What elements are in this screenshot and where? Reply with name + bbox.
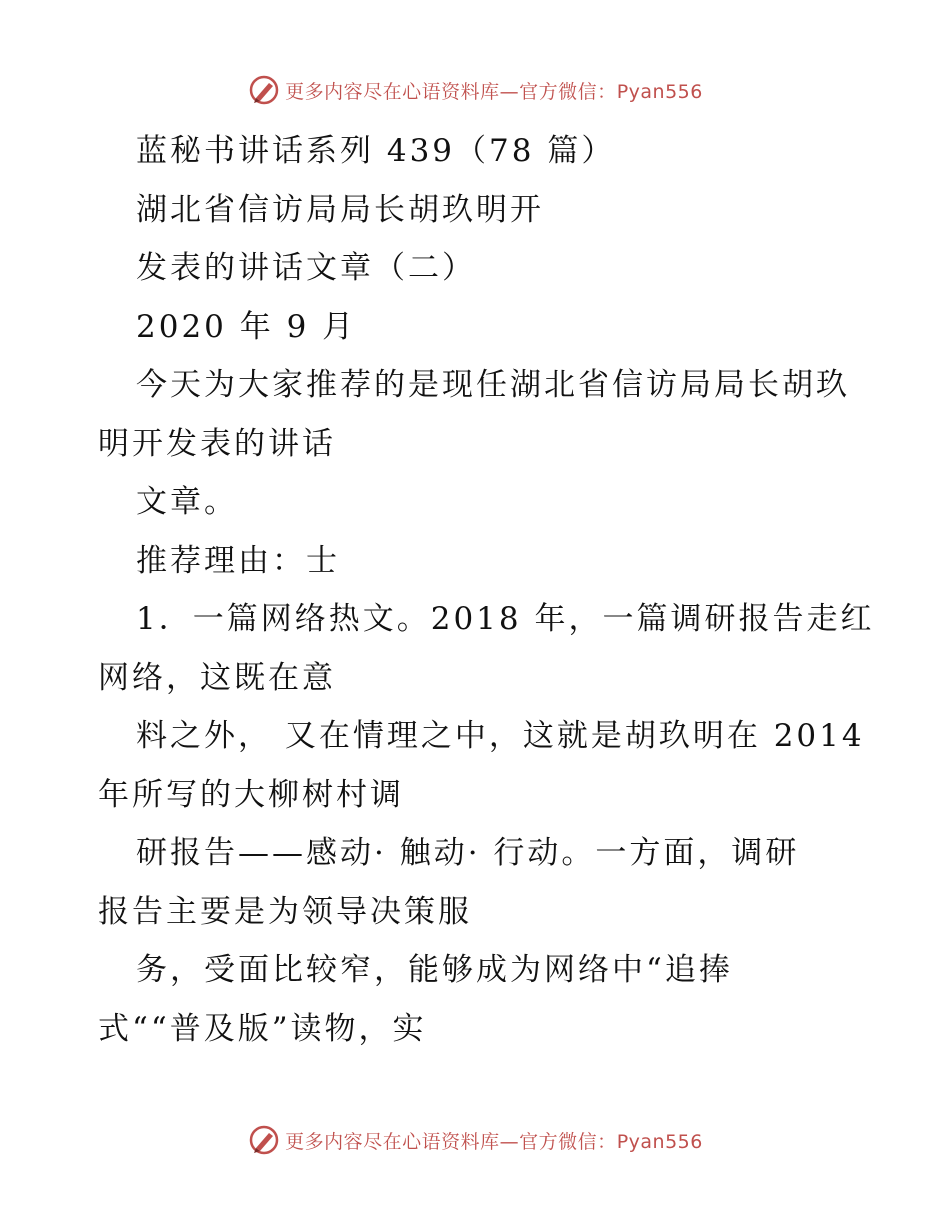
watermark-site-name: 更多内容尽在心语资料库 xyxy=(285,80,500,103)
pen-logo-icon xyxy=(247,73,281,107)
document-line: 报告主要是为领导决策服 xyxy=(98,893,472,930)
document-line: 料之外， 又在情理之中，这就是胡玖明在 2014 xyxy=(136,718,865,754)
footer-watermark xyxy=(0,1120,950,1160)
document-line: 2020 年 9 月 xyxy=(136,308,357,345)
watermark-site-name: 更多内容尽在心语资料库 xyxy=(285,1130,500,1153)
document-body xyxy=(98,122,875,1058)
document-line: 明开发表的讲话 xyxy=(98,425,336,462)
watermark-group xyxy=(247,1123,703,1157)
watermark-text xyxy=(285,77,703,104)
document-line: 1．一篇网络热文。2018 年，一篇调研报告走红 xyxy=(136,601,875,637)
watermark-wechat-label: 官方微信： xyxy=(519,80,617,103)
document-line: 年所写的大柳树村调 xyxy=(98,776,404,813)
watermark-text xyxy=(285,1127,703,1154)
watermark-wechat-label: 官方微信： xyxy=(519,1130,617,1153)
document-line: 推荐理由：士 xyxy=(136,542,340,579)
document-line: 务，受面比较窄，能够成为网络中“追捧 xyxy=(136,952,733,988)
document-line: 式““普及版”读物，实 xyxy=(98,1010,427,1047)
watermark-wechat-id: Pyan556 xyxy=(616,1130,703,1153)
document-line: 今天为大家推荐的是现任湖北省信访局局长胡玖 xyxy=(136,367,850,403)
document-line: 文章。 xyxy=(136,484,238,520)
document-line: 发表的讲话文章（二） xyxy=(136,250,476,286)
document-line: 网络，这既在意 xyxy=(98,659,336,696)
pen-logo-icon xyxy=(247,1123,281,1157)
watermark-group xyxy=(247,73,703,107)
watermark-dash: — xyxy=(499,1130,520,1153)
document-line: 蓝秘书讲话系列 439（78 篇） xyxy=(136,133,616,169)
watermark-dash: — xyxy=(499,80,520,103)
watermark-wechat-id: Pyan556 xyxy=(616,80,703,103)
document-line: 湖北省信访局局长胡玖明开 xyxy=(136,191,544,228)
header-watermark xyxy=(0,70,950,110)
document-line: 研报告——感动· 触动· 行动。一方面，调研 xyxy=(136,835,800,871)
